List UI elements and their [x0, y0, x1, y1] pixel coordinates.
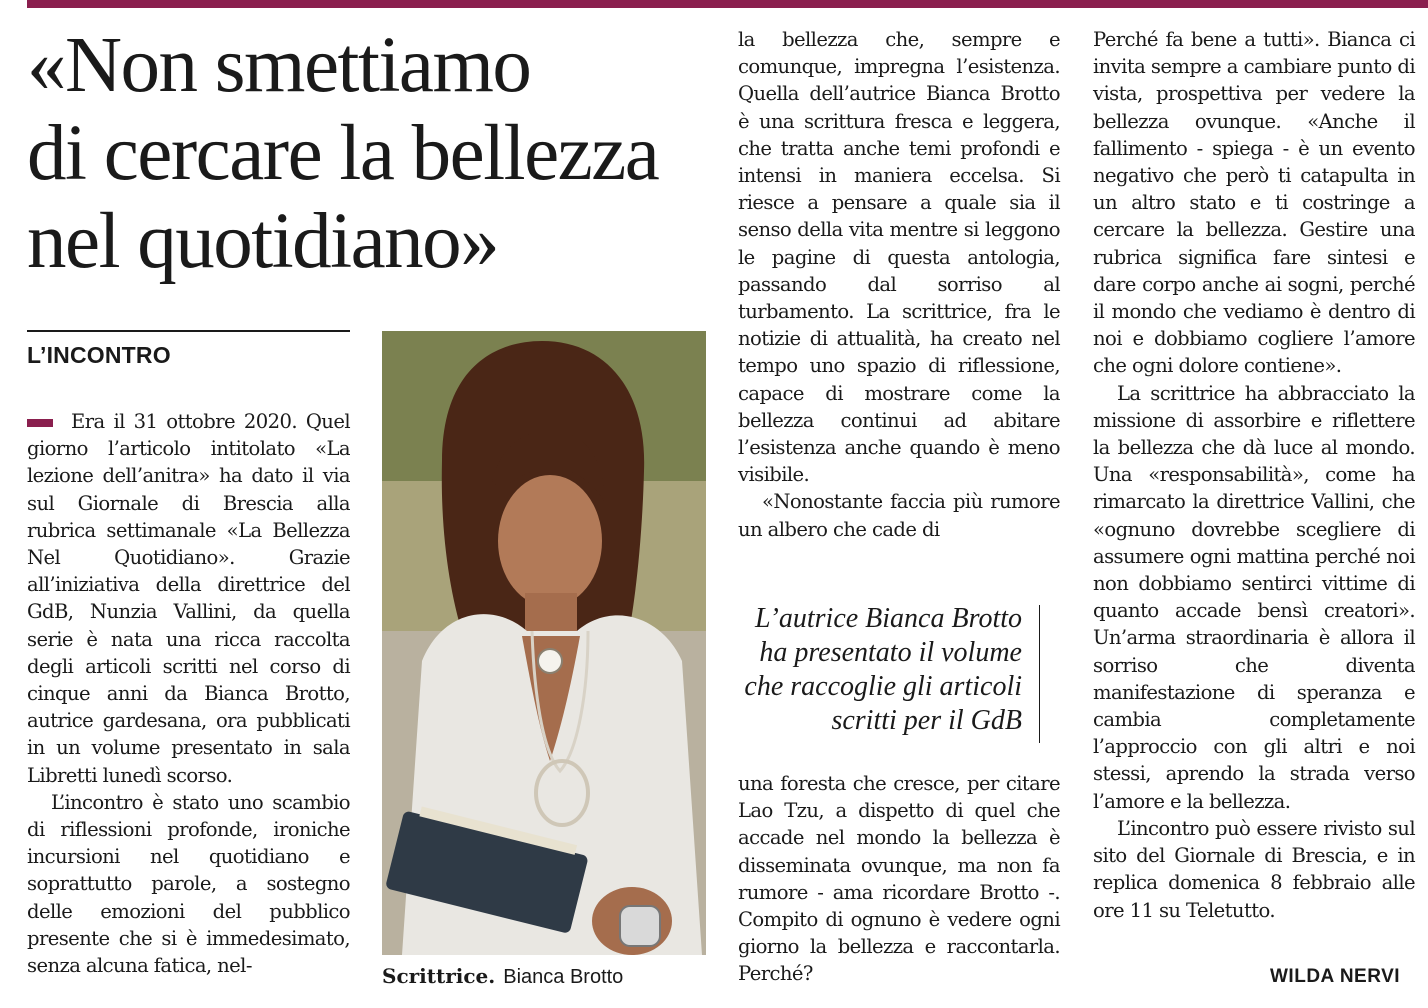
headline — [27, 22, 717, 286]
paragraph: L’incontro può essere rivisto sul sito del Giornale di Brescia, e in replica domenica 8 febbraio alle ore 11 su Teletutto. — [1093, 816, 1415, 922]
paragraph: L’incontro è stato uno scambio di riflessioni profonde, ironiche incursioni nel quotidiano e soprattutto parole, a sostegno delle emozioni del pubblico presente che si è immedesimato, senza alcuna fatica, nel- — [27, 790, 350, 978]
paragraph: La scrittrice ha abbracciato la missione di assorbire e riflettere la bellezza che dà luce al mondo. Una «responsabilità», come ha rimarcato la direttrice Vallini, che «ognuno dovrebbe scegliere di assumere ogni mattina perché noi non dobbiamo sentirci vittime di quanto accade bensì creatori». Un’arma straordinaria è allora il sorriso che diventa manifestazione di speranza e cambia completamente l’approccio con gli altri e noi stessi, aprendo la strada verso l’amore e la bellezza. — [1093, 381, 1415, 813]
paragraph: «Nonostante faccia più rumore un albero che cade di — [738, 490, 1060, 541]
column-1 — [27, 408, 350, 979]
pull-quote: L’autrice Bianca Brotto ha presentato il volume che raccoglie gli articoli scritti per il GdB — [744, 603, 1022, 736]
caption-text: Bianca Brotto — [503, 966, 624, 988]
paragraph — [27, 408, 350, 789]
paragraph: Perché fa bene a tutti». Bianca ci invita sempre a cambiare punto di vista, prospettiva per vedere la bellezza ovunque. «Anche il fallimento - spiega - è un evento negativo che però ti catapulta in un altro stato e ti costringe a cercare la bellezza. Gestire una rubrica significa fare sintesi e dare corpo anche ai sogni, perché il mondo che vediamo è dentro di noi e dobbiamo cogliere l’amore che ogni dolore contiene». — [1093, 28, 1415, 378]
headline-line: «Non smettiamo — [27, 22, 531, 109]
column-3-bottom — [738, 770, 1060, 988]
paragraph: una foresta che cresce, per citare Lao Tzu, a dispetto di quel che accade nel mondo la bellezza è disseminata ovunque, ma non fa rumore - ama ricordare Brotto -. Compito di ognuno è vedere ogni giorno la bellezza e raccontarla. Perché? — [738, 772, 1060, 986]
paragraph: la bellezza che, sempre e comunque, impregna l’esistenza. Quella dell’autrice Bianca Brotto è una scrittura fresca e leggera, che tratta anche temi profondi e intensi in maniera eccelsa. Si riesce a pensare a quale sia il senso della vita mentre si leggono le pagine di questa antologia, passando dal sorriso al turbamento. La scrittrice, fra le notizie di attualità, ha creato nel tempo uno spazio di riflessione, capace di mostrare come la bellezza continui ad abitare l’esistenza anche quando è meno visibile. — [738, 28, 1060, 487]
section-kicker: L’INCONTRO — [27, 342, 171, 368]
column-3-top — [738, 26, 1060, 543]
headline-line: di cercare la bellezza — [27, 110, 659, 197]
pull-quote-rule — [1039, 605, 1040, 743]
kicker-rule — [27, 330, 350, 332]
headline-line: nel quotidiano» — [27, 198, 499, 285]
column-4 — [1093, 26, 1415, 924]
top-color-bar — [27, 0, 1428, 8]
author-photo — [382, 331, 706, 955]
author-byline: WILDA NERVI — [1270, 966, 1401, 987]
paragraph-text: Era il 31 ottobre 2020. Quel giorno l’articolo intitolato «La lezione dell’anitra» ha dato il via sul Giornale di Brescia alla rubrica settimanale «La Bellezza Nel Quotidiano». Grazie all’iniziativa della direttrice del GdB, Nunzia Vallini, da quella serie è nata una ricca raccolta degli articoli scritti nel corso di cinque anni da Bianca Brotto, autrice gardesana, ora pubblicati in un volume presentato in sala Libretti lunedì scorso. — [27, 410, 350, 787]
author-photo-illustration — [382, 331, 706, 955]
photo-caption — [382, 964, 623, 989]
paragraph-marker — [27, 419, 53, 427]
caption-label: Scrittrice. — [382, 964, 496, 988]
